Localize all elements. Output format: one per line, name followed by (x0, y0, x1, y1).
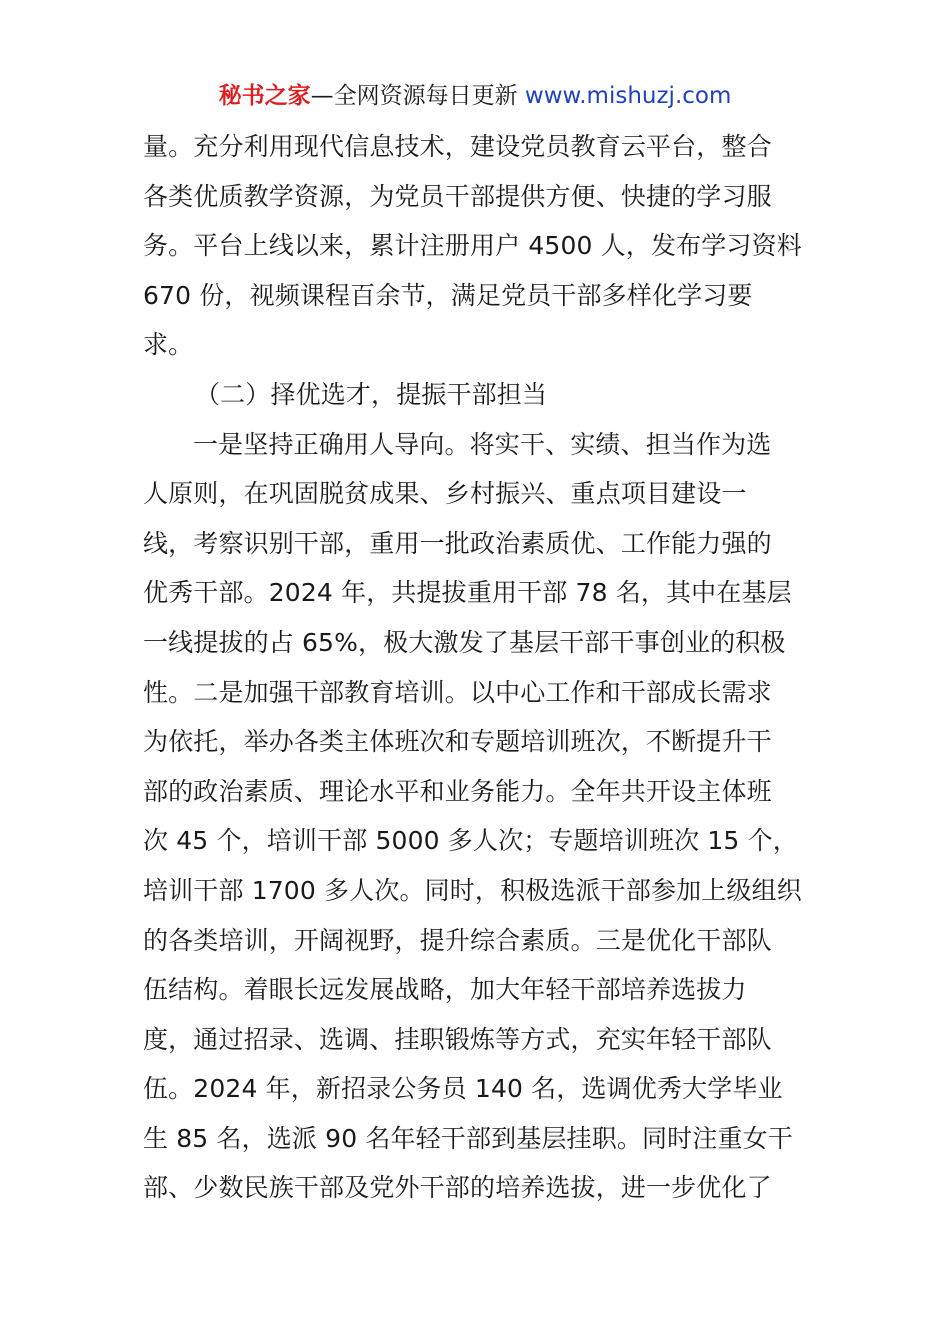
body-line: 一线提拔的占 65%，极大激发了基层干部干事创业的积极 (143, 627, 786, 657)
body-line: 线，考察识别干部，重用一批政治素质优、工作能力强的 (143, 528, 772, 558)
body-line: 的各类培训，开阔视野，提升综合素质。三是优化干部队 (143, 925, 772, 955)
body-line: 伍。2024 年，新招录公务员 140 名，选调优秀大学毕业 (143, 1074, 783, 1104)
page-header (0, 80, 950, 112)
body-line: 生 85 名，选派 90 名年轻干部到基层挂职。同时注重女干 (143, 1123, 793, 1153)
body-line: 为依托，举办各类主体班次和专题培训班次，不断提升干 (143, 727, 772, 757)
site-url-link[interactable]: www.mishuzj.com (524, 83, 732, 109)
body-line: 性。二是加强干部教育培训。以中心工作和干部成长需求 (143, 677, 772, 707)
body-line: 度，通过招录、选调、挂职锻炼等方式，充实年轻干部队 (143, 1024, 772, 1054)
site-brand: 秘书之家 (218, 83, 311, 109)
body-line: 人原则，在巩固脱贫成果、乡村振兴、重点项目建设一 (143, 479, 747, 509)
body-line: 务。平台上线以来，累计注册用户 4500 人，发布学习资料 (143, 231, 802, 261)
body-line: 各类优质教学资源，为党员干部提供方便、快捷的学习服 (143, 181, 772, 211)
body-line: 伍结构。着眼长远发展战略，加大年轻干部培养选拔力 (143, 975, 747, 1005)
section-heading: （二）择优选才，提振干部担当 (195, 379, 548, 409)
body-line: 量。充分利用现代信息技术，建设党员教育云平台，整合 (143, 132, 772, 161)
body-line: 优秀干部。2024 年，共提拔重用干部 78 名，其中在基层 (143, 578, 792, 608)
body-line: 部、少数民族干部及党外干部的培养选拔，进一步优化了 (143, 1173, 772, 1203)
body-line: 670 份，视频课程百余节，满足党员干部多样化学习要 (143, 280, 753, 310)
document-body (143, 122, 811, 1213)
paragraph-start-line: 一是坚持正确用人导向。将实干、实绩、担当作为选 (193, 429, 772, 459)
body-line: 次 45 个，培训干部 5000 多人次；专题培训班次 15 个， (143, 826, 798, 856)
header-slogan: —全网资源每日更新 (310, 83, 525, 109)
body-line: 部的政治素质、理论水平和业务能力。全年共开设主体班 (143, 776, 772, 806)
body-line: 求。 (143, 330, 194, 360)
body-line: 培训干部 1700 多人次。同时，积极选派干部参加上级组织 (143, 875, 802, 905)
